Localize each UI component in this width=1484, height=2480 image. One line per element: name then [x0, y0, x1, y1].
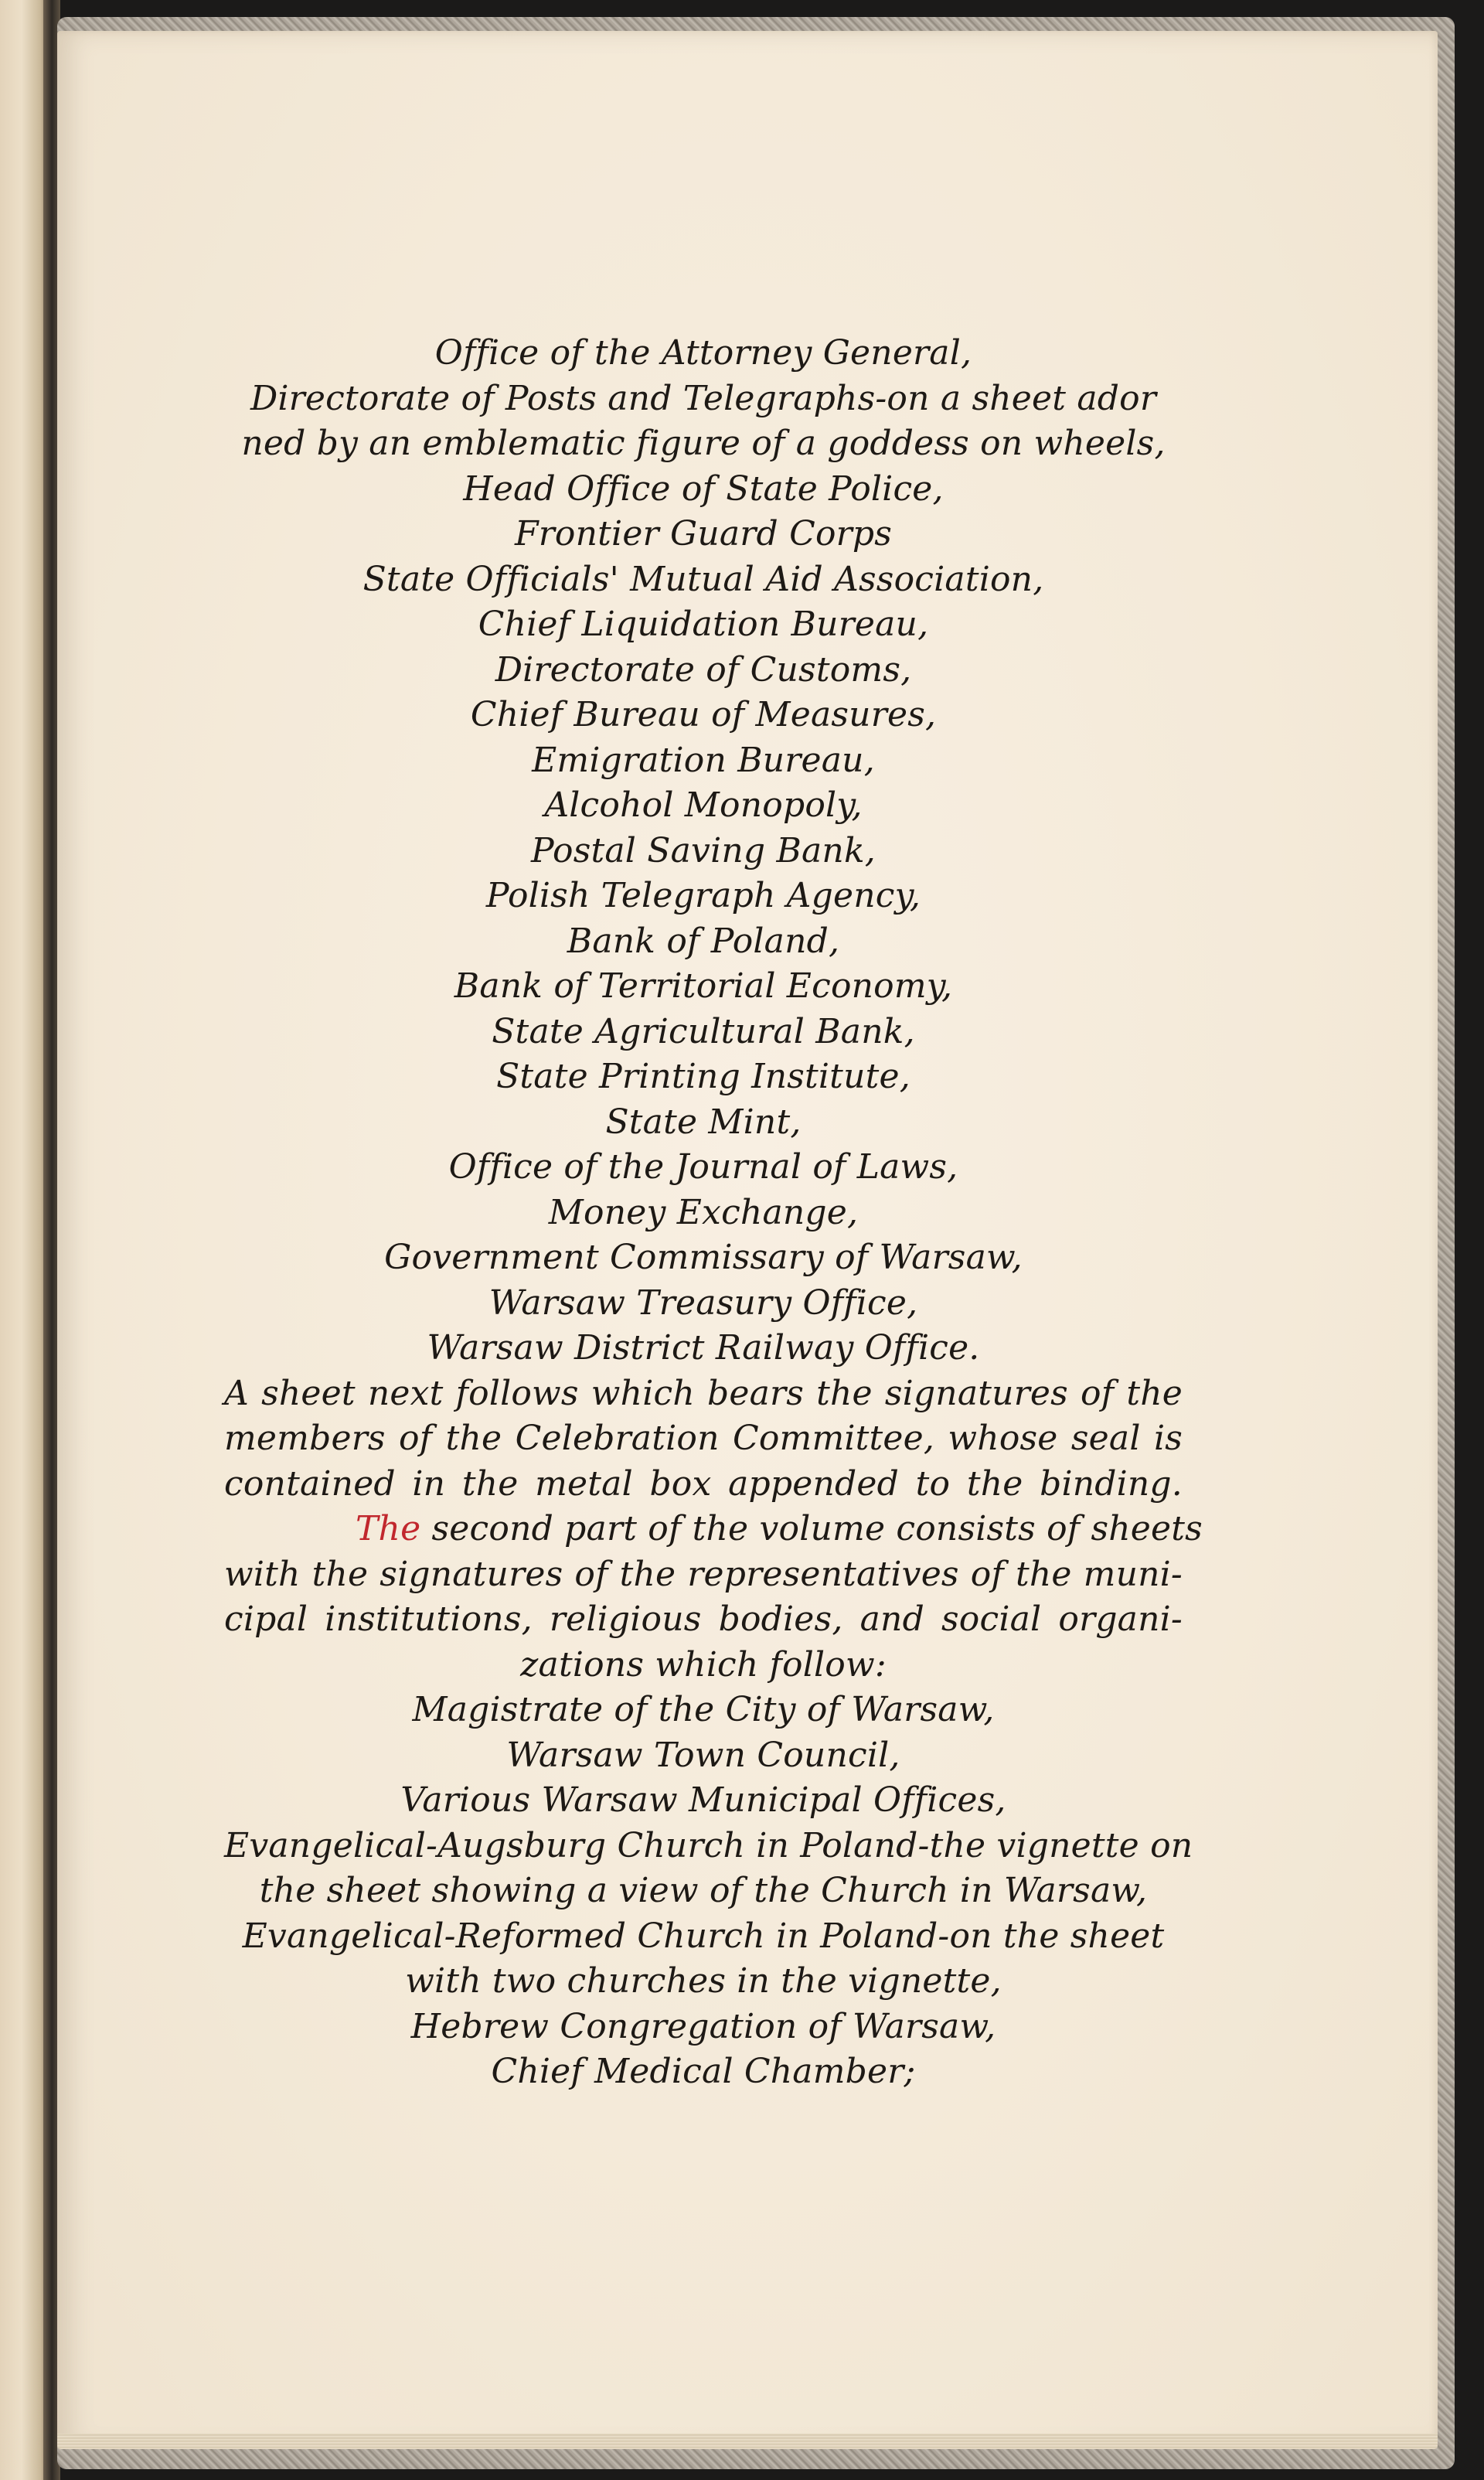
- text-line: [224, 964, 1183, 1010]
- line-text: members of the Celebration Committee, whose seal is: [224, 1419, 1183, 1458]
- line-text: Directorate of Customs,: [495, 649, 912, 690]
- line-text: State Mint,: [605, 1102, 802, 1142]
- line-text: Head Office of State Police,: [463, 468, 944, 509]
- line-text: Emigration Bureau,: [532, 740, 875, 780]
- text-line: [224, 829, 1183, 874]
- line-text: Warsaw Town Council,: [506, 1735, 900, 1775]
- line-text: State Printing Institute,: [496, 1057, 910, 1096]
- text-line: [224, 1145, 1183, 1191]
- line-text: Office of the Attorney General,: [434, 333, 972, 373]
- text-line: [224, 512, 1183, 557]
- line-text: Bank of Territorial Economy,: [454, 966, 953, 1006]
- text-line: [224, 1191, 1183, 1236]
- line-text: Evangelical-Reformed Church in Poland-on the sheet: [242, 1916, 1165, 1956]
- line-text: the sheet showing a view of the Church in Warsaw,: [259, 1871, 1148, 1910]
- line-text: Evangelical-Augsburg Church in Poland-the vignette on: [224, 1825, 1193, 1865]
- text-line: [224, 2005, 1183, 2050]
- line-text: State Agricultural Bank,: [492, 1011, 915, 1051]
- line-text: Magistrate of the City of Warsaw,: [412, 1690, 995, 1729]
- text-line: [224, 1054, 1183, 1100]
- rubric-initial: The: [356, 1509, 421, 1548]
- line-text: ned by an emblematic figure of a goddess on wheels,: [241, 424, 1166, 463]
- line-text: with the signatures of the representatives of the muni-: [224, 1554, 1183, 1594]
- text-line: [224, 1416, 1183, 1462]
- line-text: Alcohol Monopoly,: [544, 785, 863, 825]
- text-line: [224, 602, 1183, 648]
- line-text: Hebrew Congregation of Warsaw,: [410, 2006, 996, 2046]
- line-text: State Officials' Mutual Aid Association,: [362, 559, 1044, 599]
- text-line: [224, 1010, 1183, 1055]
- line-text: Chief Bureau of Measures,: [470, 695, 937, 734]
- line-text: Money Exchange,: [548, 1192, 859, 1232]
- text-line: [224, 1326, 1183, 1371]
- text-line: [224, 421, 1183, 467]
- text-line: [224, 1462, 1183, 1507]
- text-line: [224, 648, 1183, 693]
- line-text: contained in the metal box appended to the binding.: [224, 1463, 1183, 1504]
- page-edges: [57, 2434, 1438, 2449]
- line-text: Polish Telegraph Agency,: [485, 876, 921, 915]
- line-text: A sheet next follows which bears the signatures of the: [224, 1373, 1183, 1413]
- calligraphy-text-block: [224, 331, 1203, 2095]
- text-line: [224, 1371, 1183, 1417]
- text-line: [224, 1824, 1193, 1869]
- text-line: [224, 1869, 1183, 1914]
- text-line: [224, 376, 1183, 422]
- text-line: [224, 1733, 1183, 1779]
- text-line: [224, 738, 1183, 784]
- text-line: [224, 1597, 1183, 1643]
- text-line: [224, 693, 1183, 738]
- line-text: cipal institutions, religious bodies, and social organi-: [224, 1599, 1183, 1639]
- line-text: Frontier Guard Corps: [514, 514, 893, 554]
- text-line: [224, 1235, 1183, 1281]
- text-line: [224, 557, 1183, 603]
- text-line: [224, 1959, 1183, 2005]
- line-text: Government Commissary of Warsaw,: [384, 1238, 1023, 1277]
- line-text: Chief Liquidation Bureau,: [478, 605, 929, 644]
- line-text: Various Warsaw Municipal Offices,: [400, 1780, 1006, 1820]
- line-text: Directorate of Posts and Telegraphs-on a sheet ador: [250, 378, 1157, 418]
- line-text: Postal Saving Bank,: [530, 830, 876, 870]
- line-text: second part of the volume consists of sheets: [431, 1509, 1203, 1548]
- text-line: [224, 331, 1183, 376]
- text-line: [224, 1552, 1183, 1598]
- text-line: [224, 1914, 1183, 1960]
- text-line: [224, 2049, 1183, 2095]
- text-line: [224, 467, 1183, 513]
- text-line: [224, 783, 1183, 829]
- line-text: Office of the Journal of Laws,: [448, 1147, 958, 1187]
- line-text: with two churches in the vignette,: [405, 1961, 1002, 2001]
- line-text: Bank of Poland,: [567, 921, 840, 961]
- line-text: Chief Medical Chamber;: [491, 2052, 916, 2091]
- text-line: [224, 1688, 1183, 1733]
- text-line: [224, 1281, 1183, 1327]
- text-line: [224, 1643, 1183, 1688]
- line-text: zations which follow:: [520, 1644, 887, 1685]
- left-page-edge: [0, 0, 48, 2480]
- text-line: [224, 919, 1183, 965]
- line-text: Warsaw Treasury Office,: [488, 1283, 918, 1323]
- text-line: [224, 1507, 1203, 1552]
- text-line: [224, 1778, 1183, 1824]
- text-line: [224, 874, 1183, 919]
- line-text: Warsaw District Railway Office.: [427, 1328, 980, 1368]
- text-line: [224, 1100, 1183, 1146]
